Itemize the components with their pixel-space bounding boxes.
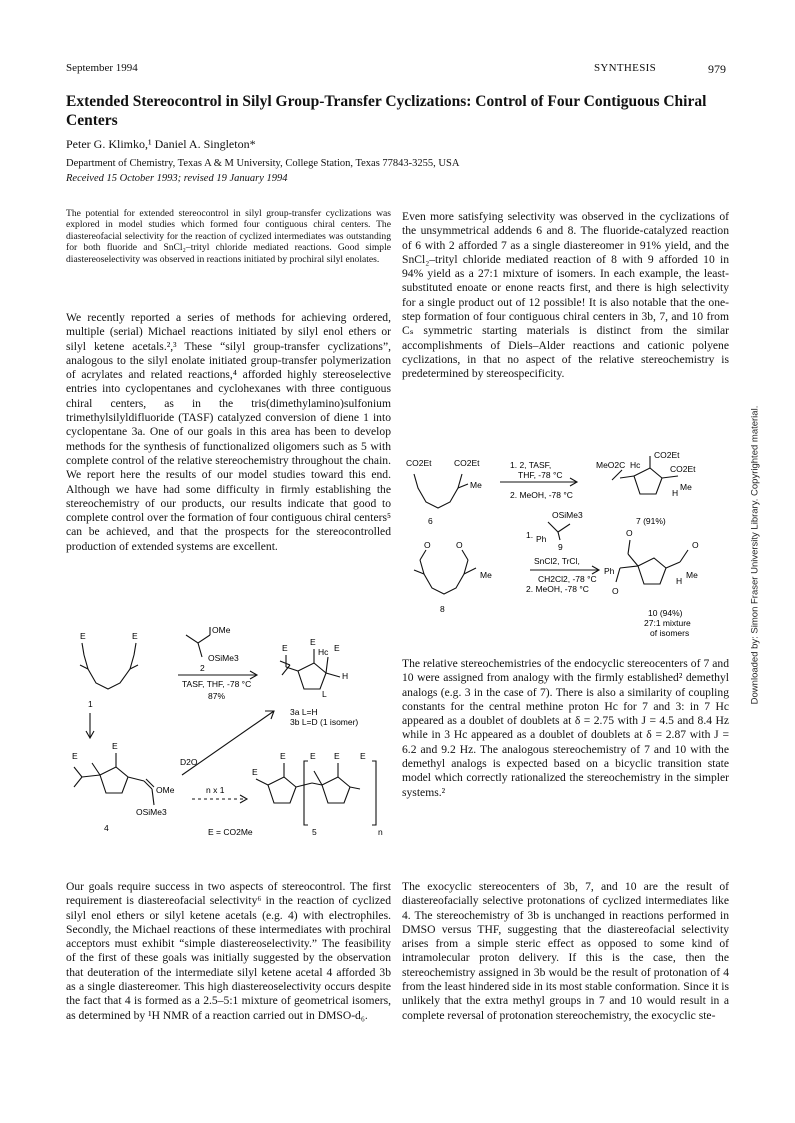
scheme1-label-e: E	[310, 637, 316, 647]
scheme1-label-d2o: D2O	[180, 757, 198, 767]
scheme2-label-co2et: CO2Et	[406, 458, 432, 468]
scheme2-label-hc: Hc	[630, 460, 641, 470]
article-received: Received 15 October 1993; revised 19 January 1994	[66, 173, 288, 184]
scheme1-label-e: E	[282, 643, 288, 653]
scheme2-label-me: Me	[680, 482, 692, 492]
scheme2-ch2cl2: CH2Cl2, -78 °C	[538, 574, 597, 584]
scheme2-label-co2et: CO2Et	[670, 464, 696, 474]
paragraph-2: Our goals require success in two aspects of stereocontrol. The first requirement is diastereofacial selectivity⁶ in the reaction of cyclized silyl enol ethers or silyl ketene acetals (e.g. 4) with electrophiles. Secondly, the Michael reactions of these intermediates with prochiral acceptors must exhibit “simple diastereoselectivity.” The feasibility of the first of these goals was initially suggested by the observation that deuteration of the intermediate silyl ketene acetal 4 afforded 3b as a single diastereomer. This high diastereoselectivity occurs despite the fact that 4 is formed as a 2.5–5:1 mixture of geometrical isomers, as determined by ¹H NMR of a reaction carried out in DMSO-d₆.	[66, 880, 391, 1022]
scheme2-label-co2et: CO2Et	[654, 450, 680, 460]
scheme1-label-e: E	[132, 631, 138, 641]
scheme1-label-1: 1	[88, 699, 93, 709]
scheme2-label-me: Me	[470, 480, 482, 490]
scheme2-label-h: H	[672, 488, 679, 498]
scheme1-label-l: L	[322, 689, 327, 699]
scheme2-label-7: 7 (91%)	[636, 516, 666, 526]
scheme1-label-osime3: OSiMe3	[136, 807, 167, 817]
scheme2-label-o: O	[626, 528, 633, 538]
scheme2-meoh2: 2. MeOH, -78 °C	[526, 584, 589, 594]
scheme2-label-me: Me	[686, 570, 698, 580]
scheme2-label-o: O	[612, 586, 619, 596]
scheme1-label-n: n	[378, 827, 383, 837]
scheme2-label-o: O	[692, 540, 699, 550]
scheme2-label-o: O	[456, 540, 463, 550]
cyclopentane-3-ring	[298, 663, 326, 689]
bracket-right	[372, 761, 376, 825]
scheme2-label-co2et: CO2Et	[454, 458, 480, 468]
scheme1-label-nx1: n x 1	[206, 785, 225, 795]
scheme1-label-ome: OMe	[212, 625, 231, 635]
scheme1-label-5: 5	[312, 827, 317, 837]
scheme2-step2: 2. MeOH, -78 °C	[510, 490, 573, 500]
compound-7-ring	[634, 468, 662, 494]
scheme1-label-3b: 3b L=D (1 isomer)	[290, 717, 359, 727]
scheme1-label-2: 2	[200, 663, 205, 673]
scheme1-label-3a: 3a L=H	[290, 707, 318, 717]
paragraph-3: Even more satisfying selectivity was observed in the cyclizations of the unsymmetrical addends 6 and 8. The fluoride-catalyzed reaction of 6 with 2 afforded 7 as a single diastereomer in 91% yield, and the SnCl₂–trityl chloride mediated reaction of 8 with 9 afforded 10 in 94% yield as a 27:1 mixture of isomers. In each example, the least-substituted enoate or enone reacts first, and there is high selectivity for a single product out of 12 possible! It is also notable that the one-step formation of four contiguous chiral centers in 3b, 7, and 10 from Cₛ symmetric starting materials is distinct from the similar accomplishments of Diels–Alder reactions and cationic polyene cyclizations, in that no aspect of the relative stereochemistry is predetermined by stereospecificity.	[402, 210, 729, 381]
scheme2-label-osime3: OSiMe3	[552, 510, 583, 520]
scheme1-label-h: H	[342, 671, 349, 681]
scheme2-step1b: THF, -78 °C	[518, 470, 563, 480]
download-watermark: Downloaded by: Simon Fraser University Library. Copyrighted material.	[749, 405, 761, 705]
scheme1-label-e: E	[80, 631, 86, 641]
reagent-2-skeleton	[186, 635, 210, 643]
oligomer-5-ring-1	[268, 777, 296, 803]
bracket-left	[304, 761, 308, 825]
compound-10-ring	[638, 558, 666, 584]
scheme1-label-4: 4	[104, 823, 109, 833]
scheme2-label-me: Me	[480, 570, 492, 580]
scheme-1	[60, 625, 395, 870]
abstract: The potential for extended stereocontrol in silyl group-transfer cyclizations was explored in model studies which formed four contiguous chiral centers. The diastereofacial selectivity for the reaction of cyclized intermediates was outstanding for both fluoride and SnCl₂–trityl chloride mediated reactions. Good simple diastereoselectivity was observed in reactions initiated by prochiral silyl enolates.	[66, 208, 391, 265]
scheme2-label-6: 6	[428, 516, 433, 526]
scheme2-mixture: 27:1 mixture	[644, 618, 691, 628]
header-page-number: 979	[708, 62, 726, 76]
scheme2-label-ph: Ph	[536, 534, 547, 544]
paragraph-4: The relative stereochemistries of the endocyclic stereocenters of 7 and 10 were assigned from analogy with the firmly established² demethyl analogs (e.g. 3 in the case of 7). There is also a similarity of coupling constants for the central methine proton Hc for 7 and 3: in 7 Hc appeared as a doublet of doublets at δ = 2.75 with J = 4.5 and 8.4 Hz while in 3 Hc appeared as a doublet of doublets at δ = 2.87 with J = 6.2 and 9.2 Hz. The analogous stereochemistry of 7 and 10 with the demethyl analogs is expected based on a bicyclic transition state model which correctly rationalized the stereochemistry in the simpler systems.²	[402, 657, 729, 799]
scheme2-label-10: 10 (94%)	[648, 608, 683, 618]
scheme2-step1: 1. 2, TASF,	[510, 460, 552, 470]
scheme1-label-e: E	[334, 751, 340, 761]
scheme2-isomers: of isomers	[650, 628, 690, 638]
scheme1-conditions: TASF, THF, -78 °C	[182, 679, 252, 689]
scheme1-e-definition: E = CO2Me	[208, 827, 253, 837]
scheme1-label-e: E	[252, 767, 258, 777]
scheme2-sncl2: SnCl2, TrCl,	[534, 556, 580, 566]
diene-1-skeleton	[84, 655, 134, 689]
scheme1-label-osime3: OSiMe3	[208, 653, 239, 663]
scheme2-label-o: O	[424, 540, 431, 550]
scheme2-label-h: H	[676, 576, 683, 586]
compound-6-skeleton	[414, 474, 462, 508]
reagent-9-skeleton	[548, 522, 570, 532]
header-date: September 1994	[66, 62, 138, 74]
article-title: Extended Stereocontrol in Silyl Group-Transfer Cyclizations: Control of Four Contiguous Chiral Centers	[66, 93, 707, 129]
scheme1-yield: 87%	[208, 691, 226, 701]
scheme2-label-ph: Ph	[604, 566, 615, 576]
scheme2-label-1: 1.	[526, 530, 534, 540]
scheme1-label-e: E	[280, 751, 286, 761]
scheme2-label-meo2c: MeO2C	[596, 460, 626, 470]
scheme1-label-hc: Hc	[318, 647, 329, 657]
article-authors: Peter G. Klimko,¹ Daniel A. Singleton*	[66, 137, 256, 151]
header-journal: SYNTHESIS	[594, 62, 656, 74]
scheme-2	[400, 450, 732, 650]
article-affiliation: Department of Chemistry, Texas A & M University, College Station, Texas 77843-3255, USA	[66, 158, 460, 169]
scheme1-label-e: E	[334, 643, 340, 653]
scheme1-label-e: E	[360, 751, 366, 761]
scheme1-label-ome: OMe	[156, 785, 175, 795]
scheme1-label-e: E	[72, 751, 78, 761]
oligomer-5-ring-2	[322, 777, 350, 803]
scheme2-label-9: 9	[558, 542, 563, 552]
intermediate-4-ring	[100, 767, 128, 793]
compound-8-skeleton	[420, 560, 468, 594]
scheme1-label-e: E	[112, 741, 118, 751]
paragraph-5: The exocyclic stereocenters of 3b, 7, and 10 are the result of diastereofacially selective protonations of cyclized intermediates like 4. The stereochemistry of 3b is unchanged in reactions performed in DMSO versus THF, suggesting that the diastereofacial selectivity arises from a simple steric effect as opposed to some kind of intramolecular proton delivery. If this is the case, then the stereochemistry assigned in 3b would be the result of protonation of 4 from the least hindered side in its most stable conformation. Since it is unlikely that the extra methyl groups in 7 and 10 would result in a complete reversal of protonation stereochemistry, the exocyclic ste-	[402, 880, 729, 1022]
scheme1-label-e: E	[310, 751, 316, 761]
scheme2-label-8: 8	[440, 604, 445, 614]
paragraph-1: We recently reported a series of methods for achieving ordered, multiple (serial) Michael reactions initiated by silyl enol ethers or silyl ketene acetals.²,³ These “silyl group-transfer cyclizations”, analogous to the silyl enolate initiated group-transfer polymerization of acrylates and related reactions,⁴ afforded highly stereoselective entries into cyclopentanes and cyclohexanes with three contiguous chiral centers, as in the tris(dimethylamino)sulfonium trimethylsilyldifluoride (TASF) catalyzed conversion of diene 1 into cyclopentane 3a. One of our goals in this area has been to develop methods for the synthesis of functionalized oligomers such as 5 with complete control of the relative stereochemistry throughout the chain. We report here the results of our model studies toward this end. Although we have had some difficulty in firmly establishing the stereochemistry of our products, our results indicate that good to complete control over the formation of four contiguous chiral centers⁵ can be achieved, and that the prospects for the stereocontrolled production of extended systems are excellent.	[66, 311, 392, 553]
